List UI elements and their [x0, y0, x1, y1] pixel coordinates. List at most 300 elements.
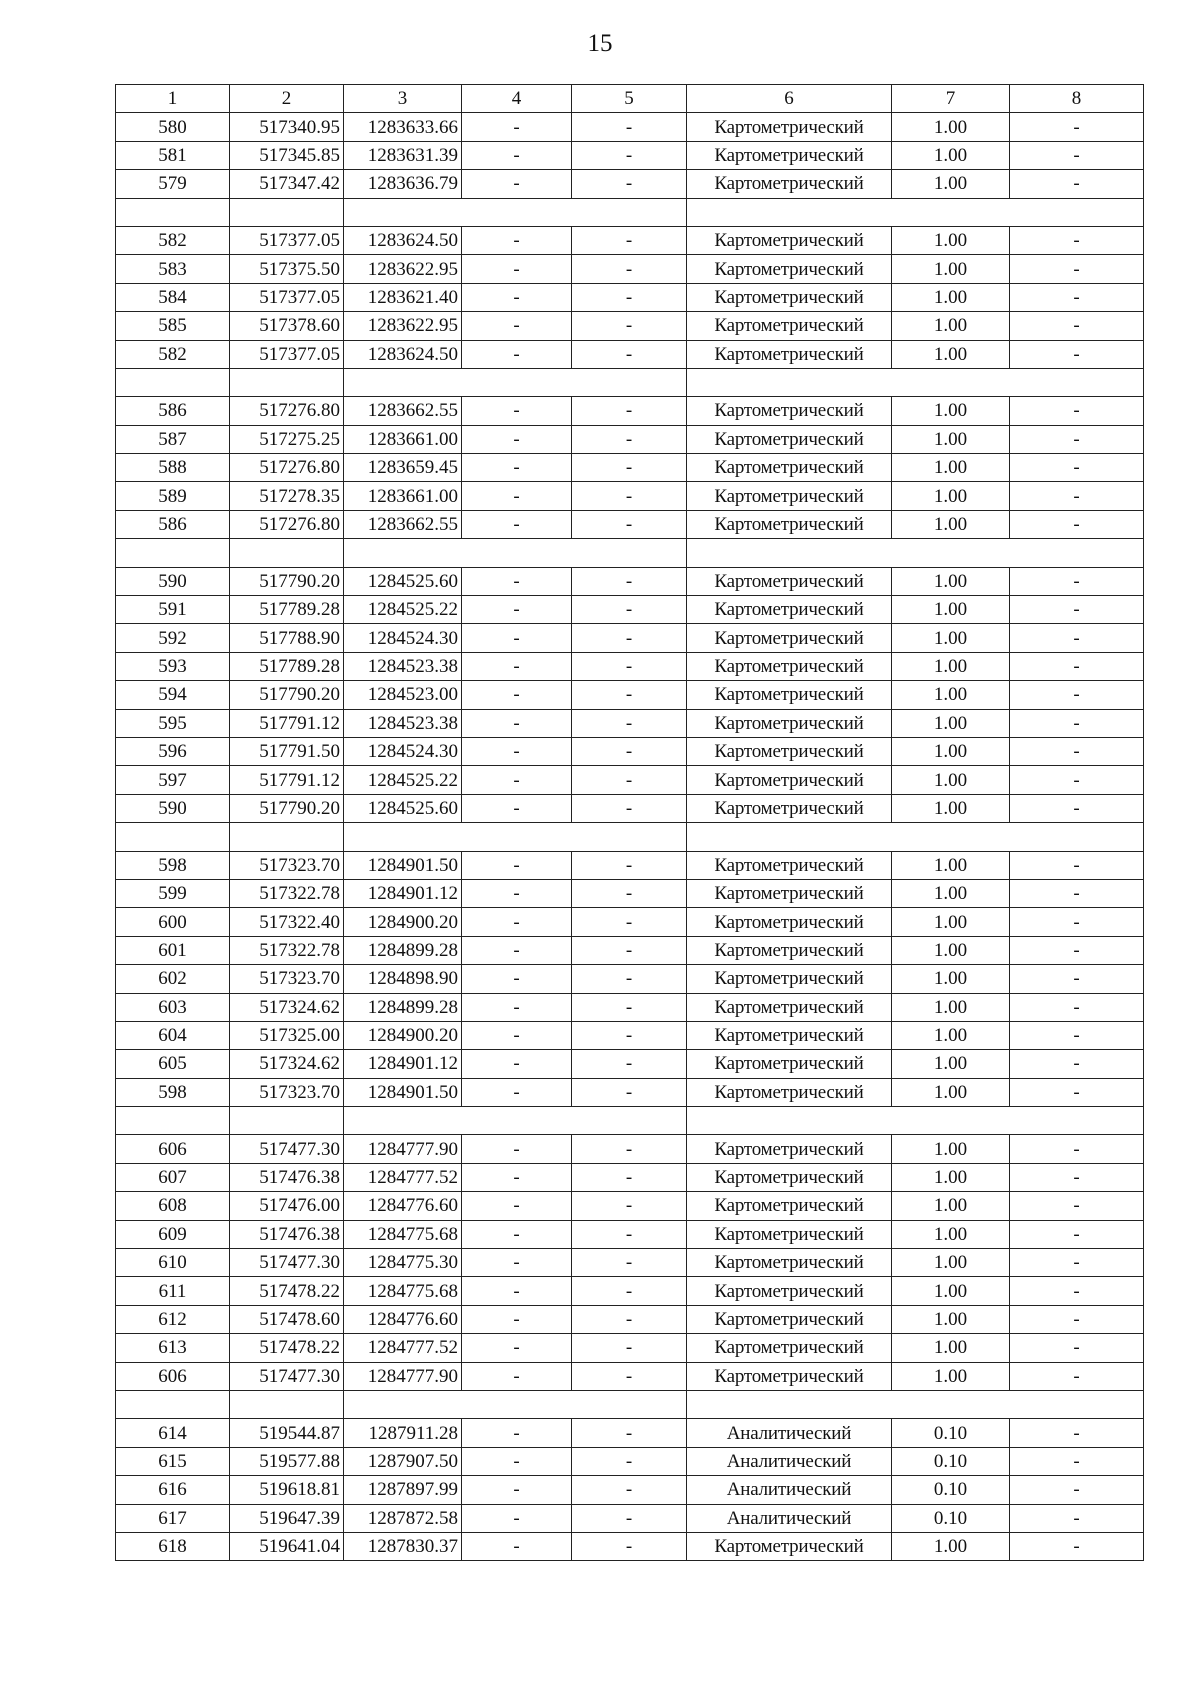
point-number-cell: 600	[116, 908, 230, 936]
table-row	[116, 255, 1144, 283]
accuracy-cell: 1.00	[892, 1192, 1010, 1220]
col-4-cell: -	[462, 141, 572, 169]
coord-y-cell: 1283631.39	[344, 141, 462, 169]
col-8-cell: -	[1010, 141, 1144, 169]
coord-x-cell: 517791.12	[230, 709, 344, 737]
method-cell: Картометрический	[687, 1249, 892, 1277]
col-4-cell: -	[462, 226, 572, 254]
point-number-cell: 582	[116, 226, 230, 254]
coord-x-cell: 517477.30	[230, 1135, 344, 1163]
method-cell: Картометрический	[687, 624, 892, 652]
point-number-cell: 615	[116, 1447, 230, 1475]
col-4-cell: -	[462, 425, 572, 453]
coord-y-cell: 1284523.00	[344, 681, 462, 709]
coord-y-cell: 1284775.68	[344, 1277, 462, 1305]
col-8-cell: -	[1010, 1220, 1144, 1248]
col-8-cell: -	[1010, 425, 1144, 453]
coord-x-cell: 517790.20	[230, 681, 344, 709]
point-number-cell: 595	[116, 709, 230, 737]
table-row	[116, 1050, 1144, 1078]
col-8-cell: -	[1010, 709, 1144, 737]
table-row	[116, 1220, 1144, 1248]
col-4-cell: -	[462, 482, 572, 510]
col-5-cell: -	[572, 1504, 687, 1532]
coord-y-cell: 1283659.45	[344, 454, 462, 482]
coord-x-cell: 517476.38	[230, 1163, 344, 1191]
coord-x-cell: 517477.30	[230, 1249, 344, 1277]
table-row	[116, 681, 1144, 709]
col-4-cell: -	[462, 936, 572, 964]
col-8-cell: -	[1010, 652, 1144, 680]
empty-cell	[687, 539, 1144, 567]
col-8-cell: -	[1010, 681, 1144, 709]
col-8-cell: -	[1010, 1447, 1144, 1475]
table-row	[116, 1021, 1144, 1049]
empty-cell	[344, 1107, 687, 1135]
col-5-cell: -	[572, 1135, 687, 1163]
col-4-cell: -	[462, 283, 572, 311]
coord-x-cell: 517476.38	[230, 1220, 344, 1248]
coord-y-cell: 1284900.20	[344, 908, 462, 936]
accuracy-cell: 1.00	[892, 454, 1010, 482]
point-number-cell: 606	[116, 1362, 230, 1390]
col-4-cell: -	[462, 1419, 572, 1447]
col-5-cell: -	[572, 1447, 687, 1475]
accuracy-cell: 0.10	[892, 1476, 1010, 1504]
empty-cell	[116, 368, 230, 396]
col-8-cell: -	[1010, 312, 1144, 340]
separator-row	[116, 1390, 1144, 1418]
column-header: 2	[230, 85, 344, 113]
col-5-cell: -	[572, 936, 687, 964]
method-cell: Аналитический	[687, 1447, 892, 1475]
col-8-cell: -	[1010, 596, 1144, 624]
point-number-cell: 584	[116, 283, 230, 311]
accuracy-cell: 1.00	[892, 283, 1010, 311]
coord-y-cell: 1283636.79	[344, 170, 462, 198]
col-5-cell: -	[572, 1305, 687, 1333]
col-5-cell: -	[572, 1476, 687, 1504]
coord-x-cell: 517275.25	[230, 425, 344, 453]
coord-y-cell: 1284776.60	[344, 1192, 462, 1220]
col-5-cell: -	[572, 312, 687, 340]
coord-x-cell: 517345.85	[230, 141, 344, 169]
col-8-cell: -	[1010, 1419, 1144, 1447]
method-cell: Картометрический	[687, 1334, 892, 1362]
col-4-cell: -	[462, 1532, 572, 1560]
point-number-cell: 604	[116, 1021, 230, 1049]
method-cell: Картометрический	[687, 709, 892, 737]
coord-x-cell: 517276.80	[230, 397, 344, 425]
method-cell: Картометрический	[687, 794, 892, 822]
coord-y-cell: 1283661.00	[344, 425, 462, 453]
empty-cell	[116, 1107, 230, 1135]
col-5-cell: -	[572, 113, 687, 141]
header-row	[116, 85, 1144, 113]
col-4-cell: -	[462, 1163, 572, 1191]
point-number-cell: 606	[116, 1135, 230, 1163]
col-8-cell: -	[1010, 624, 1144, 652]
coord-x-cell: 517322.78	[230, 879, 344, 907]
coord-x-cell: 517791.50	[230, 737, 344, 765]
coord-y-cell: 1283662.55	[344, 510, 462, 538]
table-row	[116, 510, 1144, 538]
point-number-cell: 585	[116, 312, 230, 340]
accuracy-cell: 1.00	[892, 1334, 1010, 1362]
coord-x-cell: 517478.60	[230, 1305, 344, 1333]
separator-row	[116, 539, 1144, 567]
coord-y-cell: 1284777.90	[344, 1135, 462, 1163]
accuracy-cell: 1.00	[892, 567, 1010, 595]
method-cell: Картометрический	[687, 993, 892, 1021]
col-4-cell: -	[462, 1021, 572, 1049]
coord-x-cell: 519641.04	[230, 1532, 344, 1560]
coord-y-cell: 1283622.95	[344, 312, 462, 340]
accuracy-cell: 1.00	[892, 425, 1010, 453]
method-cell: Картометрический	[687, 1532, 892, 1560]
accuracy-cell: 1.00	[892, 965, 1010, 993]
coord-x-cell: 519544.87	[230, 1419, 344, 1447]
method-cell: Картометрический	[687, 936, 892, 964]
table-row	[116, 851, 1144, 879]
accuracy-cell: 1.00	[892, 312, 1010, 340]
col-8-cell: -	[1010, 397, 1144, 425]
coord-x-cell: 517377.05	[230, 340, 344, 368]
column-header: 1	[116, 85, 230, 113]
col-4-cell: -	[462, 681, 572, 709]
coord-x-cell: 517789.28	[230, 596, 344, 624]
column-header: 4	[462, 85, 572, 113]
coord-y-cell: 1283633.66	[344, 113, 462, 141]
coord-y-cell: 1284901.50	[344, 851, 462, 879]
table-row	[116, 1305, 1144, 1333]
table-row	[116, 737, 1144, 765]
table-row	[116, 1249, 1144, 1277]
point-number-cell: 603	[116, 993, 230, 1021]
coord-x-cell: 517322.78	[230, 936, 344, 964]
column-header: 6	[687, 85, 892, 113]
col-4-cell: -	[462, 1504, 572, 1532]
column-header: 7	[892, 85, 1010, 113]
col-8-cell: -	[1010, 1277, 1144, 1305]
table-row	[116, 340, 1144, 368]
accuracy-cell: 1.00	[892, 255, 1010, 283]
coord-x-cell: 517323.70	[230, 851, 344, 879]
coord-y-cell: 1284898.90	[344, 965, 462, 993]
col-4-cell: -	[462, 1078, 572, 1106]
col-8-cell: -	[1010, 1163, 1144, 1191]
accuracy-cell: 1.00	[892, 1021, 1010, 1049]
coord-y-cell: 1283621.40	[344, 283, 462, 311]
accuracy-cell: 1.00	[892, 681, 1010, 709]
table-row	[116, 482, 1144, 510]
accuracy-cell: 1.00	[892, 1277, 1010, 1305]
col-8-cell: -	[1010, 908, 1144, 936]
accuracy-cell: 1.00	[892, 1305, 1010, 1333]
col-8-cell: -	[1010, 1305, 1144, 1333]
coord-y-cell: 1287911.28	[344, 1419, 462, 1447]
coord-y-cell: 1284776.60	[344, 1305, 462, 1333]
point-number-cell: 609	[116, 1220, 230, 1248]
table-row	[116, 1078, 1144, 1106]
col-8-cell: -	[1010, 454, 1144, 482]
col-8-cell: -	[1010, 1050, 1144, 1078]
coord-y-cell: 1284899.28	[344, 936, 462, 964]
col-8-cell: -	[1010, 1504, 1144, 1532]
coord-x-cell: 517375.50	[230, 255, 344, 283]
col-4-cell: -	[462, 879, 572, 907]
col-8-cell: -	[1010, 1078, 1144, 1106]
accuracy-cell: 1.00	[892, 510, 1010, 538]
accuracy-cell: 1.00	[892, 170, 1010, 198]
col-5-cell: -	[572, 1249, 687, 1277]
point-number-cell: 611	[116, 1277, 230, 1305]
point-number-cell: 602	[116, 965, 230, 993]
empty-cell	[230, 1390, 344, 1418]
coord-x-cell: 517322.40	[230, 908, 344, 936]
col-8-cell: -	[1010, 226, 1144, 254]
point-number-cell: 586	[116, 510, 230, 538]
point-number-cell: 594	[116, 681, 230, 709]
method-cell: Картометрический	[687, 255, 892, 283]
coord-y-cell: 1284901.50	[344, 1078, 462, 1106]
coord-x-cell: 517377.05	[230, 283, 344, 311]
col-5-cell: -	[572, 141, 687, 169]
method-cell: Картометрический	[687, 851, 892, 879]
empty-cell	[687, 823, 1144, 851]
point-number-cell: 616	[116, 1476, 230, 1504]
point-number-cell: 605	[116, 1050, 230, 1078]
point-number-cell: 580	[116, 113, 230, 141]
coord-x-cell: 517478.22	[230, 1277, 344, 1305]
coord-y-cell: 1284523.38	[344, 709, 462, 737]
point-number-cell: 599	[116, 879, 230, 907]
coord-y-cell: 1284900.20	[344, 1021, 462, 1049]
col-4-cell: -	[462, 851, 572, 879]
accuracy-cell: 1.00	[892, 908, 1010, 936]
col-5-cell: -	[572, 965, 687, 993]
col-5-cell: -	[572, 681, 687, 709]
empty-cell	[230, 539, 344, 567]
coord-y-cell: 1287872.58	[344, 1504, 462, 1532]
separator-row	[116, 823, 1144, 851]
col-5-cell: -	[572, 596, 687, 624]
col-5-cell: -	[572, 1078, 687, 1106]
col-8-cell: -	[1010, 510, 1144, 538]
coord-x-cell: 517790.20	[230, 567, 344, 595]
coord-y-cell: 1284901.12	[344, 1050, 462, 1078]
accuracy-cell: 1.00	[892, 1163, 1010, 1191]
coord-y-cell: 1284777.52	[344, 1334, 462, 1362]
col-8-cell: -	[1010, 1192, 1144, 1220]
method-cell: Картометрический	[687, 1021, 892, 1049]
accuracy-cell: 0.10	[892, 1447, 1010, 1475]
accuracy-cell: 1.00	[892, 794, 1010, 822]
method-cell: Картометрический	[687, 1135, 892, 1163]
point-number-cell: 587	[116, 425, 230, 453]
coord-x-cell: 517476.00	[230, 1192, 344, 1220]
empty-cell	[344, 198, 687, 226]
empty-cell	[116, 823, 230, 851]
coord-y-cell: 1283622.95	[344, 255, 462, 283]
method-cell: Картометрический	[687, 1163, 892, 1191]
col-4-cell: -	[462, 510, 572, 538]
column-header: 8	[1010, 85, 1144, 113]
col-5-cell: -	[572, 340, 687, 368]
coord-y-cell: 1284525.60	[344, 567, 462, 595]
accuracy-cell: 1.00	[892, 340, 1010, 368]
column-header: 3	[344, 85, 462, 113]
point-number-cell: 586	[116, 397, 230, 425]
point-number-cell: 610	[116, 1249, 230, 1277]
col-8-cell: -	[1010, 879, 1144, 907]
col-5-cell: -	[572, 1277, 687, 1305]
table-row	[116, 141, 1144, 169]
method-cell: Картометрический	[687, 1362, 892, 1390]
table-row	[116, 1504, 1144, 1532]
col-5-cell: -	[572, 1220, 687, 1248]
coord-x-cell: 517324.62	[230, 1050, 344, 1078]
col-8-cell: -	[1010, 737, 1144, 765]
separator-row	[116, 1107, 1144, 1135]
col-5-cell: -	[572, 454, 687, 482]
empty-cell	[116, 539, 230, 567]
col-8-cell: -	[1010, 794, 1144, 822]
empty-cell	[230, 368, 344, 396]
table-row	[116, 624, 1144, 652]
col-5-cell: -	[572, 397, 687, 425]
col-4-cell: -	[462, 794, 572, 822]
table-row	[116, 908, 1144, 936]
point-number-cell: 612	[116, 1305, 230, 1333]
table-row	[116, 1532, 1144, 1560]
accuracy-cell: 1.00	[892, 851, 1010, 879]
col-4-cell: -	[462, 596, 572, 624]
accuracy-cell: 1.00	[892, 766, 1010, 794]
coord-y-cell: 1284523.38	[344, 652, 462, 680]
table-row	[116, 170, 1144, 198]
method-cell: Картометрический	[687, 1078, 892, 1106]
empty-cell	[230, 198, 344, 226]
col-8-cell: -	[1010, 283, 1144, 311]
coord-x-cell: 517790.20	[230, 794, 344, 822]
table-row	[116, 1362, 1144, 1390]
table-row	[116, 879, 1144, 907]
col-5-cell: -	[572, 482, 687, 510]
table-row	[116, 1277, 1144, 1305]
col-5-cell: -	[572, 624, 687, 652]
empty-cell	[687, 198, 1144, 226]
method-cell: Аналитический	[687, 1476, 892, 1504]
table-row	[116, 1476, 1144, 1504]
accuracy-cell: 1.00	[892, 1220, 1010, 1248]
method-cell: Картометрический	[687, 1277, 892, 1305]
col-5-cell: -	[572, 766, 687, 794]
coord-x-cell: 517325.00	[230, 1021, 344, 1049]
point-number-cell: 598	[116, 851, 230, 879]
col-4-cell: -	[462, 1220, 572, 1248]
empty-cell	[116, 198, 230, 226]
point-number-cell: 579	[116, 170, 230, 198]
method-cell: Картометрический	[687, 1305, 892, 1333]
col-8-cell: -	[1010, 851, 1144, 879]
point-number-cell: 617	[116, 1504, 230, 1532]
coord-y-cell: 1287830.37	[344, 1532, 462, 1560]
table-row	[116, 965, 1144, 993]
accuracy-cell: 1.00	[892, 936, 1010, 964]
coord-y-cell: 1284901.12	[344, 879, 462, 907]
coord-y-cell: 1284777.52	[344, 1163, 462, 1191]
table-row	[116, 1419, 1144, 1447]
col-4-cell: -	[462, 1135, 572, 1163]
accuracy-cell: 1.00	[892, 397, 1010, 425]
coord-y-cell: 1284524.30	[344, 624, 462, 652]
col-4-cell: -	[462, 1050, 572, 1078]
col-5-cell: -	[572, 1334, 687, 1362]
separator-row	[116, 198, 1144, 226]
col-8-cell: -	[1010, 1334, 1144, 1362]
table-row	[116, 226, 1144, 254]
col-4-cell: -	[462, 766, 572, 794]
col-5-cell: -	[572, 1419, 687, 1447]
col-8-cell: -	[1010, 170, 1144, 198]
col-8-cell: -	[1010, 766, 1144, 794]
col-8-cell: -	[1010, 482, 1144, 510]
table-row	[116, 766, 1144, 794]
coord-y-cell: 1283662.55	[344, 397, 462, 425]
accuracy-cell: 1.00	[892, 879, 1010, 907]
coord-x-cell: 517478.22	[230, 1334, 344, 1362]
col-8-cell: -	[1010, 1249, 1144, 1277]
empty-cell	[230, 823, 344, 851]
point-number-cell: 588	[116, 454, 230, 482]
coord-y-cell: 1284775.30	[344, 1249, 462, 1277]
table-row	[116, 283, 1144, 311]
point-number-cell: 589	[116, 482, 230, 510]
col-4-cell: -	[462, 1362, 572, 1390]
accuracy-cell: 1.00	[892, 709, 1010, 737]
table-row	[116, 113, 1144, 141]
method-cell: Картометрический	[687, 681, 892, 709]
point-number-cell: 601	[116, 936, 230, 964]
accuracy-cell: 1.00	[892, 1249, 1010, 1277]
table-row	[116, 397, 1144, 425]
coord-y-cell: 1283624.50	[344, 226, 462, 254]
col-8-cell: -	[1010, 1476, 1144, 1504]
accuracy-cell: 1.00	[892, 1362, 1010, 1390]
table-row	[116, 993, 1144, 1021]
col-4-cell: -	[462, 993, 572, 1021]
coord-x-cell: 517791.12	[230, 766, 344, 794]
col-5-cell: -	[572, 1362, 687, 1390]
coord-x-cell: 519577.88	[230, 1447, 344, 1475]
empty-cell	[344, 368, 687, 396]
coord-y-cell: 1287897.99	[344, 1476, 462, 1504]
col-5-cell: -	[572, 908, 687, 936]
table-row	[116, 454, 1144, 482]
method-cell: Картометрический	[687, 510, 892, 538]
point-number-cell: 581	[116, 141, 230, 169]
point-number-cell: 583	[116, 255, 230, 283]
table-row	[116, 1135, 1144, 1163]
empty-cell	[230, 1107, 344, 1135]
method-cell: Картометрический	[687, 283, 892, 311]
coord-x-cell: 517278.35	[230, 482, 344, 510]
point-number-cell: 590	[116, 794, 230, 822]
col-5-cell: -	[572, 709, 687, 737]
col-5-cell: -	[572, 1021, 687, 1049]
method-cell: Картометрический	[687, 170, 892, 198]
